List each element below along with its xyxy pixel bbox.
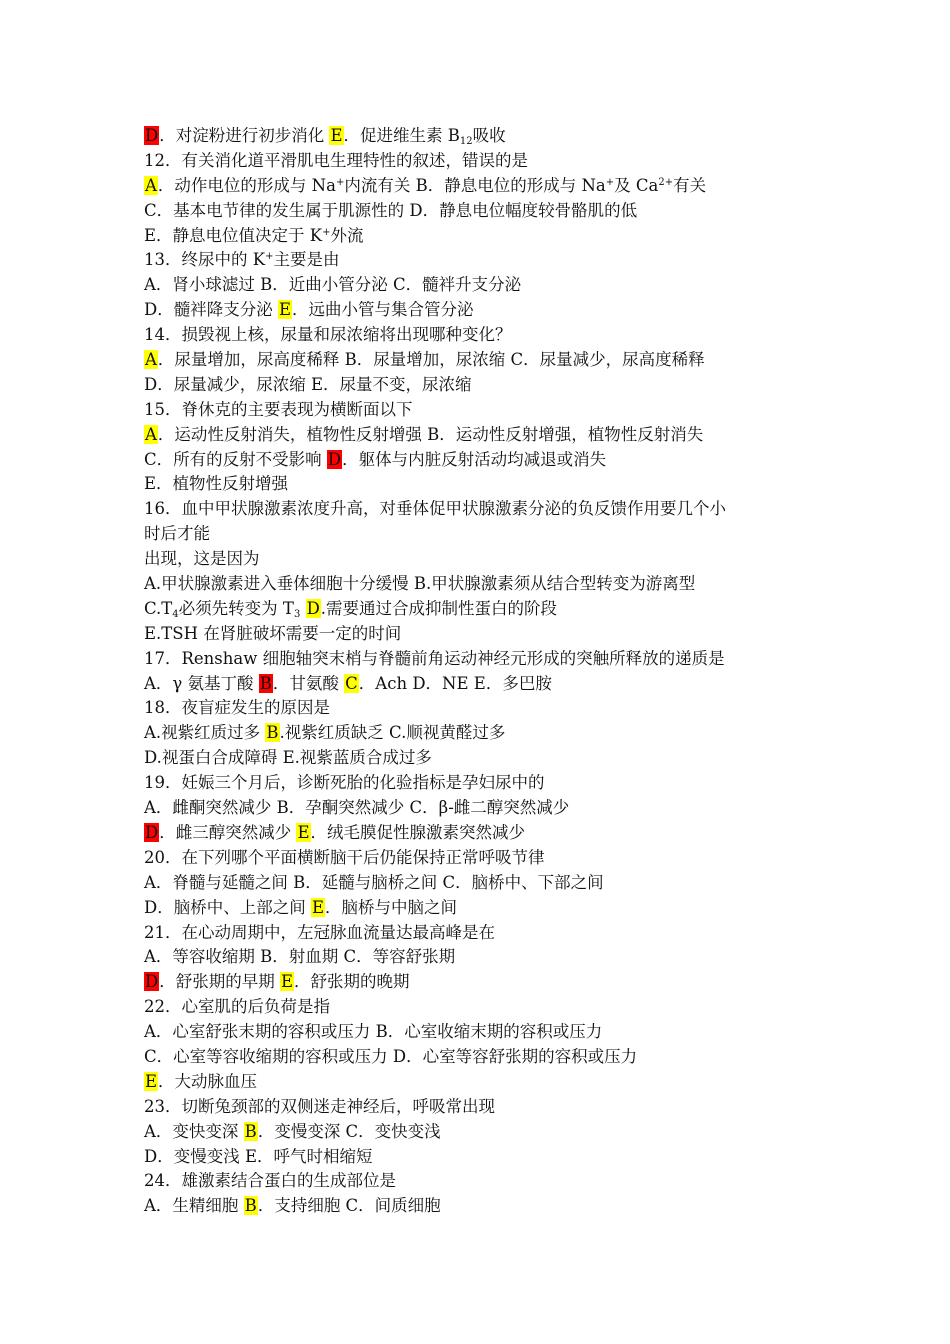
text-run: 14．损毁视上核，尿量和尿浓缩将出现哪种变化？ [144, 325, 512, 345]
text-run: ．动作电位的形成与 Na [157, 175, 336, 195]
text-run: ．甘氨酸 [272, 673, 345, 693]
answer-highlight-yellow: E [311, 897, 325, 917]
text-run: C．基本电节律的发生属于肌源性的 D．静息电位幅度较骨骼肌的低 [144, 200, 638, 220]
text-line [144, 945, 824, 970]
answer-highlight-red: D [145, 126, 159, 145]
text-line [144, 896, 824, 921]
text-run [300, 599, 305, 618]
text-run: E．静息电位值决定于 K [144, 225, 323, 245]
text-run: A．脊髓与延髓之间 B．延髓与脑桥之间 C．脑桥中、下部之间 [144, 872, 604, 892]
text-run: E．植物性反射增强 [144, 474, 289, 494]
text-line [144, 547, 824, 572]
text-line [144, 423, 824, 448]
text-run: 23．切断兔颈部的双侧迷走神经后，呼吸常出现 [144, 1096, 495, 1116]
text-run: ．对淀粉进行初步消化 [159, 126, 330, 145]
text-run: 15．脊休克的主要表现为横断面以下 [144, 399, 413, 419]
text-run: ．绒毛膜促性腺激素突然减少 [310, 822, 526, 842]
answer-highlight-yellow: D [306, 598, 320, 618]
text-run: ．促进维生素 B [343, 126, 460, 145]
text-line [144, 921, 824, 946]
superscript: + [605, 176, 615, 188]
text-line [144, 248, 824, 273]
text-run: 21．在心动周期中，左冠脉血流量达最高峰是在 [144, 922, 495, 942]
text-line [144, 1020, 824, 1045]
text-run: 有关 [673, 175, 707, 195]
answer-highlight-yellow: E [145, 1071, 158, 1091]
text-run: 17．Renshaw 细胞轴突末梢与脊髓前角运动神经元形成的突触所释放的递质是 [144, 648, 725, 668]
answer-highlight-yellow: C [345, 673, 358, 693]
text-line [144, 298, 824, 323]
subscript: 12 [459, 136, 473, 147]
text-run: A．心室舒张末期的容积或压力 B．心室收缩末期的容积或压力 [144, 1022, 603, 1042]
text-run: ．支持细胞 C．间质细胞 [257, 1196, 441, 1216]
text-run: 吸收 [472, 126, 506, 145]
answer-highlight-red: D [145, 972, 159, 992]
text-line [144, 348, 824, 373]
text-run: .视紫红质缺乏 C.顺视黄醛过多 [279, 723, 506, 743]
text-line [144, 597, 824, 622]
text-line [144, 1169, 824, 1194]
answer-highlight-red: D [145, 822, 159, 842]
answer-highlight-yellow: A [145, 424, 157, 444]
text-line [144, 572, 824, 597]
text-run: A.甲状腺激素进入垂体细胞十分缓慢 B.甲状腺激素须从结合型转变为游离型 [144, 574, 696, 594]
text-run: ．Ach D．NE E．多巴胺 [358, 673, 552, 693]
text-line [144, 1045, 824, 1070]
text-run: .需要通过合成抑制性蛋白的阶段 [320, 598, 558, 618]
text-run: ．尿量增加，尿高度稀释 B．尿量增加，尿浓缩 C．尿量减少，尿高度稀释 [157, 350, 705, 370]
text-run: ．舒张期的晚期 [294, 972, 410, 992]
text-run: 及 Ca [614, 175, 659, 195]
text-line [144, 1095, 824, 1120]
text-run: A．γ 氨基丁酸 [144, 673, 259, 693]
text-line [144, 1194, 824, 1219]
text-line [144, 224, 824, 249]
answer-highlight-red: D [327, 449, 342, 469]
text-line [144, 821, 824, 846]
text-run: 主要是由 [273, 250, 340, 270]
text-run: ．变慢变深 C．变快变浅 [257, 1121, 441, 1141]
answer-highlight-yellow: B [244, 1121, 257, 1141]
text-line [144, 647, 824, 672]
text-line [144, 622, 824, 647]
text-run: A．雌酮突然减少 B．孕酮突然减少 C．β-雌二醇突然减少 [144, 798, 570, 818]
text-line [144, 199, 824, 224]
text-run: 16．血中甲状腺激素浓度升高，对垂体促甲状腺激素分泌的负反馈作用要几个小 [144, 499, 726, 519]
text-line [144, 448, 824, 473]
text-line [144, 721, 824, 746]
text-line [144, 472, 824, 497]
text-line [144, 696, 824, 721]
text-run: ．大动脉血压 [158, 1071, 258, 1091]
text-run: C．心室等容收缩期的容积或压力 D．心室等容舒张期的容积或压力 [144, 1046, 638, 1066]
answer-highlight-yellow: E [278, 300, 292, 320]
text-run: 12．有关消化道平滑肌电生理特性的叙述，错误的是 [144, 150, 528, 170]
text-line [144, 871, 824, 896]
text-line [144, 522, 824, 547]
text-run: 外流 [330, 225, 364, 245]
text-run: 出现，这是因为 [144, 549, 260, 569]
answer-highlight-yellow: E [297, 822, 310, 842]
text-line [144, 771, 824, 796]
text-line [144, 1070, 824, 1095]
text-run: ．躯体与内脏反射活动均减退或消失 [342, 449, 607, 469]
text-line [144, 1120, 824, 1145]
answer-highlight-yellow: A [145, 175, 157, 195]
text-run: D．变慢变浅 E．呼气时相缩短 [144, 1146, 373, 1166]
text-line [144, 124, 824, 149]
answer-highlight-red: B [259, 673, 272, 693]
text-run: D．脑桥中、上部之间 [144, 897, 311, 917]
text-run: C.T [144, 598, 173, 618]
subscript: 4 [172, 608, 179, 620]
text-line [144, 149, 824, 174]
text-run: A.视紫红质过多 [144, 723, 266, 743]
text-run: 内流有关 B．静息电位的形成与 Na [344, 175, 606, 195]
text-run: 时后才能 [144, 524, 210, 544]
answer-highlight-yellow: A [145, 350, 157, 370]
text-line [144, 323, 824, 348]
text-run: C．所有的反射不受影响 [144, 449, 327, 469]
text-line [144, 174, 824, 199]
answer-highlight-yellow: E [330, 126, 343, 145]
text-line [144, 746, 824, 771]
text-run: 必须先转变为 T [178, 598, 294, 618]
text-run: ．运动性反射消失，植物性反射增强 B．运动性反射增强，植物性反射消失 [157, 424, 704, 444]
text-line [144, 398, 824, 423]
document-body [144, 124, 824, 1219]
superscript: + [322, 226, 331, 238]
text-run: D．髓袢降支分泌 [144, 300, 278, 320]
text-run: ．脑桥与中脑之间 [325, 897, 458, 917]
text-line [144, 796, 824, 821]
text-run: D．尿量减少，尿浓缩 E．尿量不变，尿浓缩 [144, 374, 472, 394]
text-run: 24．雄激素结合蛋白的生成部位是 [144, 1171, 396, 1191]
text-run: 19．妊娠三个月后，诊断死胎的化验指标是孕妇尿中的 [144, 773, 545, 793]
text-run: A．生精细胞 [144, 1196, 244, 1216]
text-run: ．远曲小管与集合管分泌 [292, 300, 474, 320]
text-run: ．雌三醇突然减少 [159, 822, 297, 842]
text-line [144, 672, 824, 697]
text-run: ．舒张期的早期 [159, 972, 280, 992]
text-run: 20．在下列哪个平面横断脑干后仍能保持正常呼吸节律 [144, 847, 545, 867]
text-run: 22．心室肌的后负荷是指 [144, 997, 330, 1017]
text-run: 18．夜盲症发生的原因是 [144, 698, 330, 718]
text-run: E.TSH 在肾脏破坏需要一定的时间 [144, 623, 402, 643]
answer-highlight-yellow: B [244, 1196, 257, 1216]
text-run: A．变快变深 [144, 1121, 244, 1141]
text-line [144, 373, 824, 398]
text-line [144, 273, 824, 298]
answer-highlight-yellow: E [280, 972, 294, 992]
superscript: + [335, 176, 345, 188]
text-line [144, 846, 824, 871]
superscript: + [265, 251, 274, 263]
text-line [144, 995, 824, 1020]
answer-highlight-yellow: B [266, 723, 279, 743]
text-run: A．等容收缩期 B．射血期 C．等容舒张期 [144, 947, 456, 967]
text-run: 13．终尿中的 K [144, 250, 266, 270]
subscript: 3 [293, 608, 301, 620]
text-line [144, 1145, 824, 1170]
superscript: 2+ [658, 176, 674, 188]
text-run: A．肾小球滤过 B．近曲小管分泌 C．髓袢升支分泌 [144, 275, 522, 295]
text-line [144, 970, 824, 995]
text-run: D.视蛋白合成障碍 E.视紫蓝质合成过多 [144, 748, 432, 768]
text-line [144, 497, 824, 522]
